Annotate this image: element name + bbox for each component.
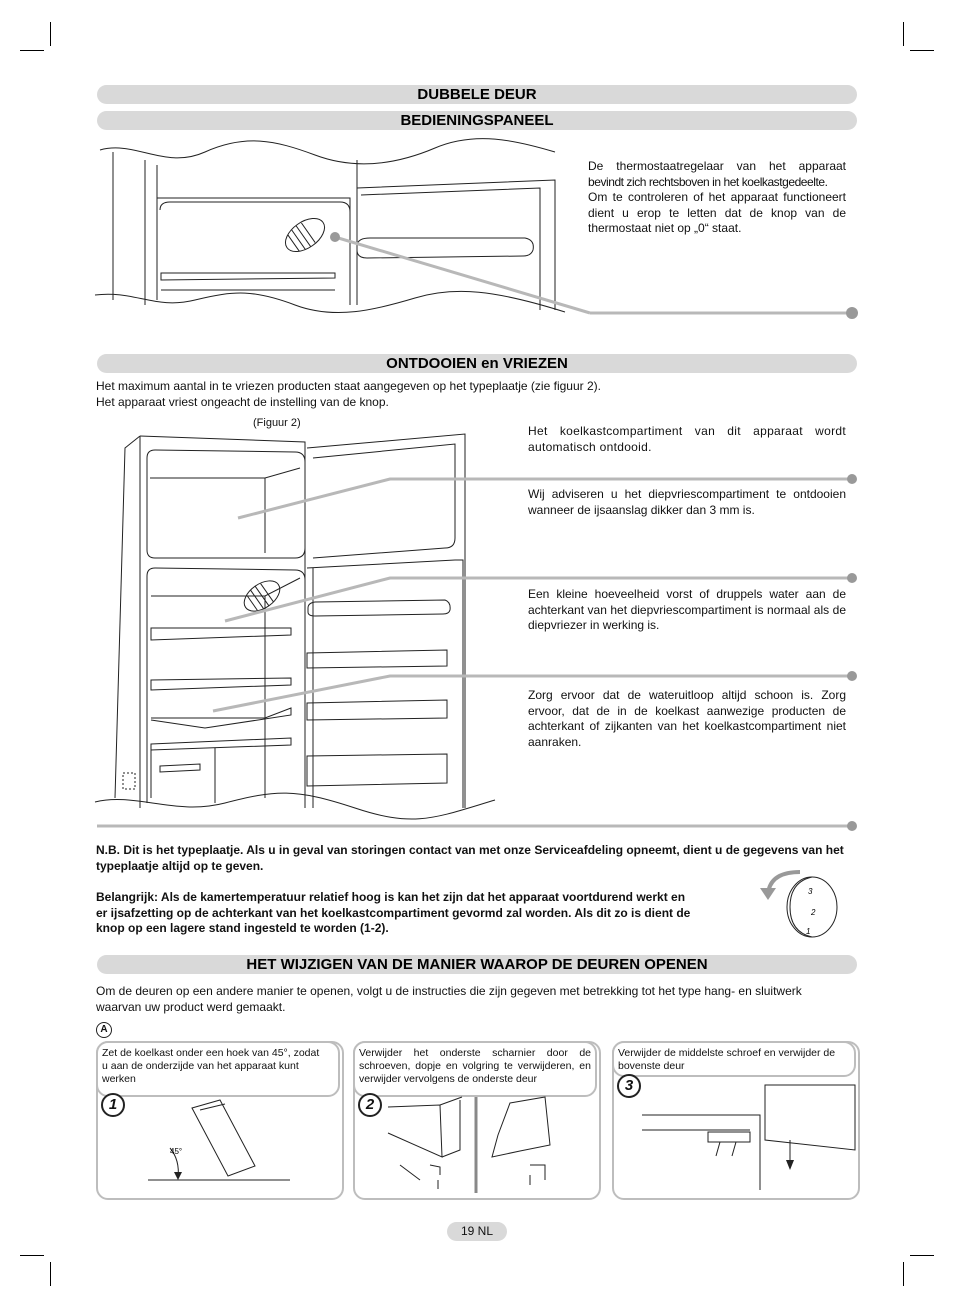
crop-mark [20, 50, 44, 51]
dial-mark: 2 [811, 908, 816, 917]
thermostat-text [588, 159, 846, 237]
crop-mark [910, 50, 934, 51]
header-dubbele-deur: DUBBELE DEUR [97, 85, 857, 104]
section-marker-a: A [96, 1022, 112, 1038]
step-2-text: Verwijder het onderste scharnier door de schroeven, dopje en volgring te verwijderen, en verwijder vervolgens de onderste deur [353, 1041, 597, 1097]
belangrijk-line: Belangrijk: Als de kamertemperatuur relatief hoog is kan het zijn dat het apparaat voortdurend werkt en [96, 890, 686, 904]
thermostat-text-line: dient u erop te letten dat de knop van de [588, 205, 846, 220]
deuren-intro-line: Om de deuren op een andere manier te openen, volgt u de instructies die zijn gegeven met betrekking tot het type hang- en sluitwerk [96, 984, 802, 998]
page-number: 19 NL [447, 1222, 507, 1241]
dial-mark: 1 [806, 927, 811, 936]
callout-text-2: Wij adviseren u het diepvriescompartiment te ontdooien wanneer de ijsaanslag dikker dan 3 mm is. [528, 487, 846, 517]
step-1-tilt-illustration [140, 1098, 300, 1188]
callout-text-3: Een kleine hoeveelheid vorst of druppels water aan de achterkant van het diepvriescompartiment is normaal als de diepvriezer in werking is. [528, 587, 846, 632]
step-1-text: Zet de koelkast onder een hoek van 45°, zodat u aan de onderzijde van het apparaat kunt werken [96, 1041, 340, 1097]
ontdooien-intro-line: Het apparaat vriest ongeacht de instelling van de knop. [96, 394, 389, 409]
header-deuren: HET WIJZIGEN VAN DE MANIER WAAROP DE DEUREN OPENEN [97, 955, 857, 974]
figure-label: (Figuur 2) [253, 417, 301, 429]
nb-text: N.B. Dit is het typeplaatje. Als u in geval van storingen contact van met onze Serviceafdeling opneemt, dient u de gegevens van het typeplaatje altijd op te geven. [96, 843, 844, 873]
thermostat-text-line: bevindt zich rechtsboven in het koelkastgedeelte. [588, 174, 828, 189]
crop-mark [903, 22, 904, 46]
deuren-intro [96, 984, 866, 1015]
crop-mark [903, 1262, 904, 1286]
deuren-intro-line: waarvan uw product werd gemaakt. [96, 999, 286, 1014]
callout-text-4: Zorg ervoor dat de wateruitloop altijd schoon is. Zorg ervoor, dat de in de koelkast aanwezige producten de achterkant of zijkanten van het koelkastcompartiment niet aanraken. [528, 688, 846, 749]
step-1-number: 1 [101, 1093, 125, 1117]
dial-mark: 3 [808, 887, 813, 896]
header-ontdooien: ONTDOOIEN en VRIEZEN [97, 354, 857, 373]
belangrijk-line: er ijsafzetting op de achterkant van het koelkastcompartiment gevormd zal worden. Als dit zo is dient de [96, 905, 691, 920]
crop-mark [20, 1255, 44, 1256]
header-bedieningspaneel: BEDIENINGSPANEEL [97, 111, 857, 130]
thermostat-text-line: thermostaat niet op „0“ staat. [588, 221, 742, 235]
step-3-number: 3 [617, 1074, 641, 1098]
thermostat-text-line: Om te controleren of het apparaat functioneert [588, 190, 846, 204]
callout-text-1: Het koelkastcompartiment van dit apparaat wordt automatisch ontdooid. [528, 424, 846, 454]
crop-mark [910, 1255, 934, 1256]
thermostat-dial-icon [760, 862, 860, 942]
ontdooien-intro-line: Het maximum aantal in te vriezen producten staat aangegeven op het typeplaatje (zie figuur 2). [96, 379, 601, 393]
angle-label: 45° [170, 1147, 183, 1156]
ontdooien-intro [96, 379, 856, 410]
crop-mark [50, 22, 51, 46]
thermostat-text-line: De thermostaatregelaar van het apparaat [588, 159, 846, 173]
belangrijk-text [96, 890, 746, 937]
step-2-hinge-illustration [380, 1095, 595, 1195]
crop-mark [50, 1262, 51, 1286]
step-3-top-door-illustration [640, 1080, 855, 1190]
step-2-number: 2 [358, 1093, 382, 1117]
belangrijk-line: knop op een lagere stand ingesteld te worden (1-2). [96, 921, 389, 935]
step-3-text: Verwijder de middelste schroef en verwijder de bovenste deur [612, 1041, 856, 1077]
